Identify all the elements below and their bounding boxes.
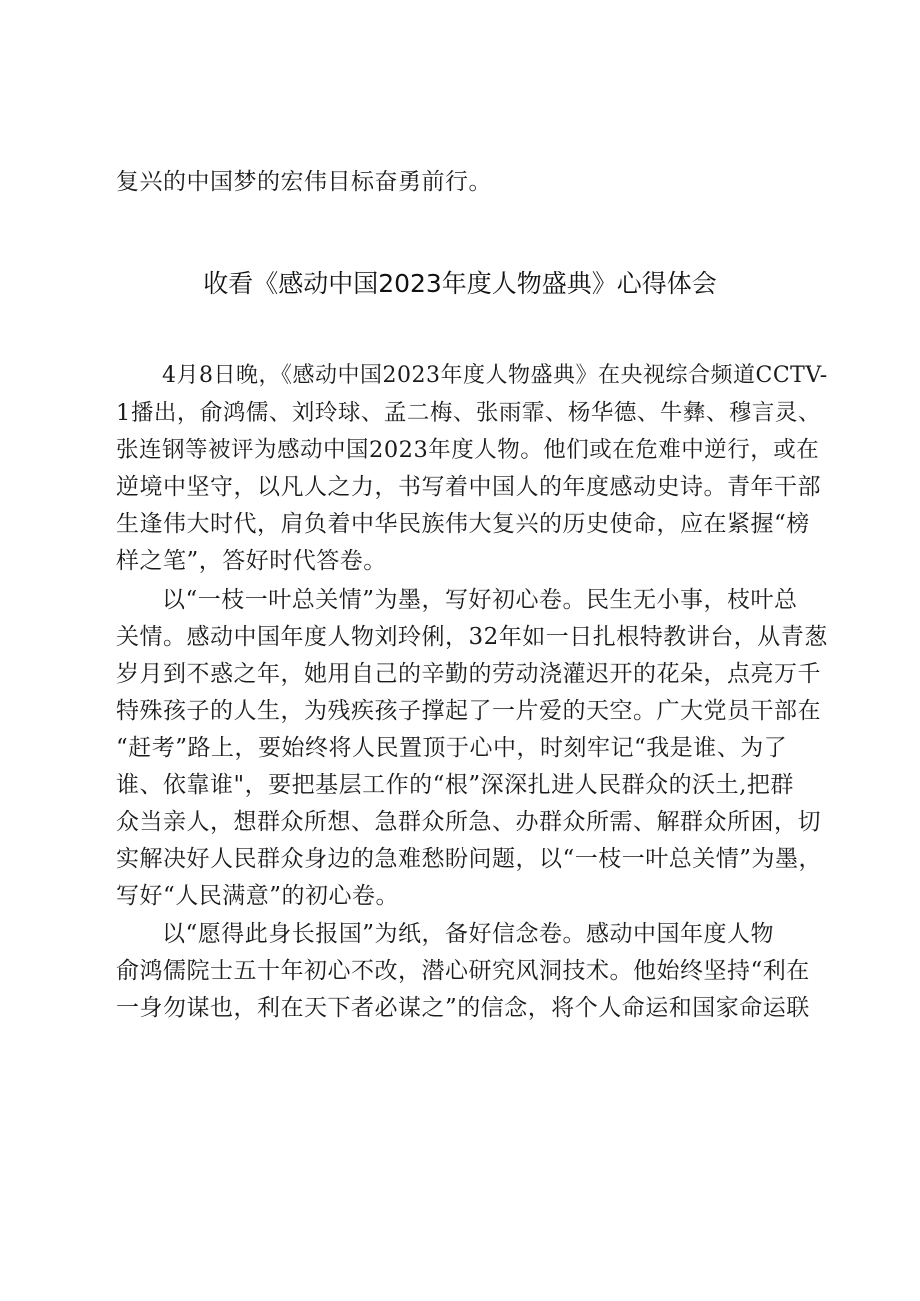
document-title: 收看《感动中国2023年度人物盛典》心得体会 bbox=[203, 269, 717, 298]
paragraph-line: 写好“人民满意”的初心卷。 bbox=[116, 883, 400, 909]
paragraph-line: 俞鸿儒院士五十年初心不改，潜心研究风洞技术。他始终坚持“利在 bbox=[116, 958, 810, 984]
paragraph-line: 一身勿谋也，利在天下者必谋之”的信念，将个人命运和国家命运联 bbox=[116, 995, 810, 1021]
paragraph-line: “赶考”路上，要始终将人民置顶于心中，时刻牢记“我是谁、为了 bbox=[116, 735, 788, 761]
paragraph-line: 众当亲人，想群众所想、急群众所急、办群众所需、解群众所困，切 bbox=[116, 809, 821, 835]
paragraph-line: 逆境中坚守，以凡人之力，书写着中国人的年度感动史诗。青年干部 bbox=[116, 474, 821, 500]
paragraph-line: 特殊孩子的人生，为残疾孩子撑起了一片爱的天空。广大党员干部在 bbox=[116, 698, 821, 724]
paragraph-line: 4月8日晚，《感动中国2023年度人物盛典》在央视综合频道CCTV- bbox=[162, 363, 828, 388]
paragraph-line: 实解决好人民群众身边的急难愁盼问题，以“一枝一叶总关情”为墨， bbox=[116, 846, 823, 872]
paragraph-line: 1播出，俞鸿儒、刘玲球、孟二梅、张雨霏、杨华德、牛彝、穆言灵、 bbox=[116, 400, 821, 426]
paragraph-line: 生逢伟大时代，肩负着中华民族伟大复兴的历史使命，应在紧握“榜 bbox=[116, 511, 810, 537]
paragraph-line: 岁月到不惑之年，她用自己的辛勤的劳动浇灌迟开的花朵，点亮万千 bbox=[116, 661, 821, 687]
paragraph-line: 张连钢等被评为感动中国2023年度人物。他们或在危难中逆行，或在 bbox=[116, 437, 820, 463]
paragraph-line: 谁、依靠谁"，要把基层工作的“根”深深扎进人民群众的沃土,把群 bbox=[116, 772, 794, 798]
paragraph-line: 以“愿得此身长报国”为纸，备好信念卷。感动中国年度人物 bbox=[162, 921, 775, 947]
paragraph-line: 以“一枝一叶总关情”为墨，写好初心卷。民生无小事，枝叶总 bbox=[162, 587, 798, 613]
continuation-line: 复兴的中国梦的宏伟目标奋勇前行。 bbox=[116, 169, 492, 195]
paragraph-line: 样之笔”，答好时代答卷。 bbox=[116, 548, 387, 574]
paragraph-line: 关情。感动中国年度人物刘玲俐，32年如一日扎根特教讲台，从青葱 bbox=[116, 624, 828, 650]
